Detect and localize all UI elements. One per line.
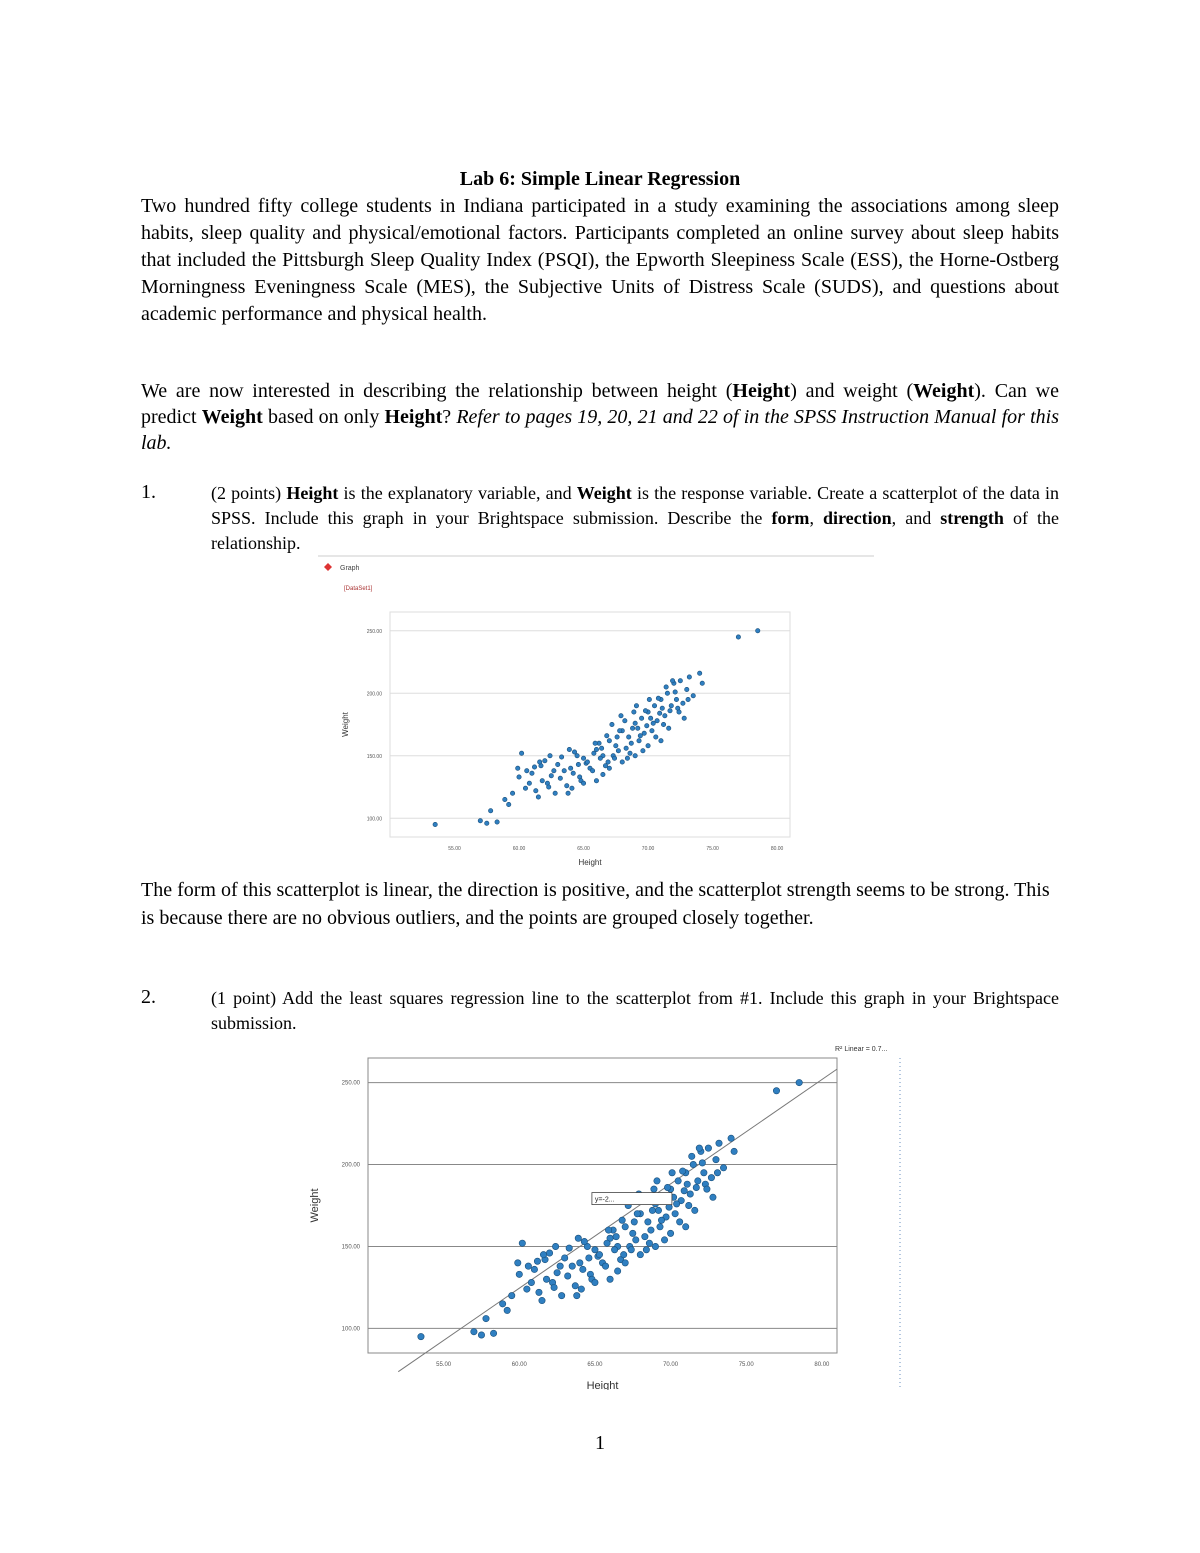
data-point: [684, 1181, 690, 1187]
data-point: [606, 760, 610, 764]
data-point: [655, 719, 659, 723]
data-point: [594, 779, 598, 783]
data-point: [660, 706, 664, 710]
data-point: [622, 1260, 628, 1266]
data-point: [642, 1233, 648, 1239]
data-point: [633, 721, 637, 725]
data-point: [670, 679, 674, 683]
data-point: [547, 785, 551, 789]
data-point: [659, 739, 663, 743]
data-point: [566, 1245, 572, 1251]
data-point: [643, 709, 647, 713]
data-point: [581, 756, 585, 760]
data-point: [637, 739, 641, 743]
data-point: [629, 741, 633, 745]
data-point: [504, 1307, 510, 1313]
data-point: [708, 1174, 714, 1180]
data-point: [554, 1269, 560, 1275]
data-point: [549, 774, 553, 778]
data-point: [649, 1207, 655, 1213]
x-tick-label: 80.00: [814, 1362, 830, 1368]
data-point: [686, 697, 690, 701]
data-point: [586, 1255, 592, 1261]
data-point: [539, 1297, 545, 1303]
data-point: [728, 1135, 734, 1141]
plot-area: [368, 1058, 837, 1353]
data-point: [654, 735, 658, 739]
data-point: [691, 694, 695, 698]
data-point: [636, 726, 640, 730]
data-point: [665, 691, 669, 695]
data-point: [654, 1178, 660, 1184]
data-point: [683, 1224, 689, 1230]
data-point: [537, 760, 541, 764]
data-point: [637, 1251, 643, 1257]
x-tick-label: 70.00: [641, 846, 655, 852]
data-point: [507, 802, 511, 806]
data-point: [645, 724, 649, 728]
data-point: [651, 1186, 657, 1192]
data-point: [658, 1217, 664, 1223]
data-point: [540, 1251, 546, 1257]
data-point: [668, 709, 672, 713]
data-point: [648, 1227, 654, 1233]
page-number: 1: [595, 1432, 605, 1454]
data-point: [667, 726, 671, 730]
graph-output-label: Graph: [340, 565, 360, 572]
data-point: [483, 1315, 489, 1321]
data-point: [614, 744, 618, 748]
data-point: [685, 687, 689, 691]
data-point: [581, 781, 585, 785]
data-point: [607, 739, 611, 743]
data-point: [627, 735, 631, 739]
data-point: [524, 1286, 530, 1292]
data-point: [632, 710, 636, 714]
data-point: [551, 1284, 557, 1290]
answer-1: The form of this scatterplot is linear, the direction is positive, and the scatterplot strength seems to be strong. This is because there are no obvious outliers, and the points are grouped closely together.: [141, 879, 1050, 929]
data-point: [515, 1260, 521, 1266]
data-point: [471, 1328, 477, 1334]
plot-area: [390, 612, 790, 837]
data-point: [585, 760, 589, 764]
x-tick-label: 80.00: [770, 846, 784, 852]
data-point: [696, 1145, 702, 1151]
data-point: [592, 1279, 598, 1285]
data-point: [540, 779, 544, 783]
q2-number: 2.: [141, 986, 156, 1008]
data-point: [566, 791, 570, 795]
data-point: [578, 1286, 584, 1292]
data-point: [546, 1250, 552, 1256]
data-point: [639, 716, 643, 720]
data-point: [720, 1165, 726, 1171]
data-point: [561, 1255, 567, 1261]
data-point: [510, 791, 514, 795]
data-point: [525, 769, 529, 773]
data-point: [697, 671, 701, 675]
x-tick-label: 65.00: [587, 1362, 603, 1368]
data-point: [681, 701, 685, 705]
y-tick-label: 100.00: [341, 1326, 360, 1333]
data-point: [503, 797, 507, 801]
data-point: [676, 1219, 682, 1225]
data-point: [645, 1219, 651, 1225]
data-point: [628, 1247, 634, 1253]
doc-title: Lab 6: Simple Linear Regression: [459, 168, 741, 190]
x-tick-label: 75.00: [738, 1362, 754, 1368]
data-point: [559, 755, 563, 759]
legend-r2-linear: R² Linear = 0.7...: [835, 1046, 888, 1053]
data-point: [478, 819, 482, 823]
data-point: [796, 1079, 802, 1085]
data-point: [495, 820, 499, 824]
x-tick-label: 75.00: [706, 846, 719, 852]
data-point: [612, 756, 616, 760]
data-point: [488, 809, 492, 813]
y-tick-label: 150.00: [366, 753, 382, 760]
data-point: [634, 1210, 640, 1216]
data-point: [661, 722, 665, 726]
data-point: [756, 629, 760, 633]
data-point: [705, 1145, 711, 1151]
equation-label: y=-2...: [594, 1196, 615, 1204]
question-intro-paragraph: We are now interested in describing the relationship between height (Height) and weight (Weight). Can we predict Weight based on only Height? Refer to pages 19, 20, 21 and 22 of in the SPSS Instruction Manual for this lab.: [141, 380, 1060, 454]
data-point: [602, 1263, 608, 1269]
data-point: [605, 734, 609, 738]
data-point: [615, 735, 619, 739]
data-point: [695, 1178, 701, 1184]
data-point: [593, 741, 597, 745]
data-point: [558, 776, 562, 780]
x-tick-label: 70.00: [663, 1362, 679, 1368]
data-point: [543, 759, 547, 763]
data-point: [519, 751, 523, 755]
data-point: [499, 1301, 505, 1307]
data-point: [596, 1251, 602, 1257]
data-point: [641, 749, 645, 753]
data-point: [565, 1273, 571, 1279]
data-point: [631, 1219, 637, 1225]
x-axis-title: Height: [586, 1380, 619, 1390]
data-point: [576, 762, 580, 766]
data-point: [577, 1260, 583, 1266]
data-point: [672, 1210, 678, 1216]
data-point: [678, 679, 682, 683]
data-point: [667, 1230, 673, 1236]
data-point: [598, 756, 602, 760]
data-point: [731, 1148, 737, 1154]
data-point: [516, 766, 520, 770]
data-point: [517, 775, 521, 779]
data-point: [569, 1263, 575, 1269]
data-point: [519, 1240, 525, 1246]
q1-text: (2 points) Height is the explanatory variable, and Weight is the response variable. Create a scatterplot of the data in SPSS. Include this graph in your Brightspace submission. Describe the form, direction, and strength of the relationship.: [211, 483, 1060, 553]
x-tick-label: 65.00: [577, 846, 590, 852]
data-point: [527, 781, 531, 785]
regression-scatterplot-chart: [285, 1038, 910, 1390]
data-point: [625, 756, 629, 760]
data-point: [580, 1266, 586, 1272]
data-point: [700, 681, 704, 685]
data-point: [534, 789, 538, 793]
data-point: [525, 1263, 531, 1269]
data-point: [610, 722, 614, 726]
data-point: [623, 719, 627, 723]
data-point: [634, 704, 638, 708]
data-point: [601, 772, 605, 776]
data-point: [648, 716, 652, 720]
data-point: [557, 1263, 563, 1269]
data-point: [418, 1333, 424, 1339]
data-point: [630, 726, 634, 730]
data-point: [543, 1276, 549, 1282]
data-point: [556, 762, 560, 766]
x-tick-label: 60.00: [511, 1362, 527, 1368]
data-point: [657, 711, 661, 715]
data-point: [528, 1279, 534, 1285]
data-point: [534, 1258, 540, 1264]
data-point: [675, 1178, 681, 1184]
data-point: [677, 710, 681, 714]
data-point: [478, 1332, 484, 1338]
data-point: [581, 1238, 587, 1244]
data-point: [661, 1237, 667, 1243]
data-point: [663, 714, 667, 718]
data-point: [617, 729, 621, 733]
data-point: [652, 704, 656, 708]
data-point: [693, 1184, 699, 1190]
data-point: [611, 1247, 617, 1253]
data-point: [553, 791, 557, 795]
y-tick-label: 100.00: [366, 816, 382, 823]
data-point: [664, 685, 668, 689]
data-point: [565, 784, 569, 788]
scatterplot-chart: [318, 555, 878, 870]
data-point: [516, 1271, 522, 1277]
data-point: [599, 746, 603, 750]
data-point: [571, 771, 575, 775]
data-point: [673, 690, 677, 694]
data-point: [704, 1186, 710, 1192]
data-point: [592, 751, 596, 755]
data-point: [651, 721, 655, 725]
data-point: [655, 1207, 661, 1213]
data-point: [642, 731, 646, 735]
data-point: [669, 704, 673, 708]
data-point: [552, 769, 556, 773]
data-point: [572, 750, 576, 754]
data-point: [536, 795, 540, 799]
data-point: [523, 786, 527, 790]
y-axis-title: Weight: [309, 1188, 321, 1223]
data-point: [607, 1276, 613, 1282]
graph-output-icon: [324, 563, 332, 571]
data-point: [619, 1217, 625, 1223]
data-point: [657, 1224, 663, 1230]
data-point: [656, 696, 660, 700]
data-point: [646, 1240, 652, 1246]
x-tick-label: 60.00: [512, 846, 526, 852]
x-axis-title: Height: [578, 858, 602, 867]
data-point: [607, 766, 611, 770]
x-tick-label: 55.00: [448, 846, 461, 852]
y-axis-title: Weight: [341, 712, 350, 737]
data-point: [652, 1243, 658, 1249]
data-point: [624, 746, 628, 750]
data-point: [530, 771, 534, 775]
data-point: [616, 749, 620, 753]
x-tick-label: 55.00: [436, 1362, 452, 1368]
data-point: [673, 1201, 679, 1207]
data-point: [619, 714, 623, 718]
data-point: [633, 754, 637, 758]
data-point: [490, 1330, 496, 1336]
data-point: [558, 1292, 564, 1298]
data-point: [674, 697, 678, 701]
data-point: [686, 1202, 692, 1208]
data-point: [532, 765, 536, 769]
data-point: [669, 1170, 675, 1176]
y-tick-label: 200.00: [341, 1162, 360, 1169]
data-point: [682, 716, 686, 720]
data-point: [687, 675, 691, 679]
data-point: [773, 1088, 779, 1094]
data-point: [592, 1247, 598, 1253]
y-tick-label: 150.00: [341, 1244, 360, 1251]
data-point: [620, 760, 624, 764]
data-point: [552, 1243, 558, 1249]
data-point: [643, 1247, 649, 1253]
data-point: [628, 751, 632, 755]
y-tick-label: 250.00: [366, 628, 382, 635]
data-point: [716, 1140, 722, 1146]
data-point: [562, 769, 566, 773]
q1-number: 1.: [141, 481, 156, 503]
data-point: [630, 1230, 636, 1236]
y-tick-label: 250.00: [341, 1080, 360, 1087]
data-point: [679, 1168, 685, 1174]
data-point: [536, 1289, 542, 1295]
data-point: [614, 1268, 620, 1274]
data-point: [433, 822, 437, 826]
data-point: [604, 1240, 610, 1246]
data-point: [650, 729, 654, 733]
data-point: [633, 1237, 639, 1243]
data-point: [531, 1266, 537, 1272]
data-point: [638, 734, 642, 738]
data-point: [646, 744, 650, 748]
data-point: [568, 766, 572, 770]
data-point: [570, 786, 574, 790]
data-point: [714, 1170, 720, 1176]
data-point: [687, 1191, 693, 1197]
data-point: [699, 1160, 705, 1166]
data-point: [692, 1207, 698, 1213]
data-point: [590, 769, 594, 773]
intro-paragraph: Two hundred fifty college students in Indiana participated in a study examining the associations among sleep habits, sleep quality and physical/emotional factors. Participants completed an online survey about sleep habits that included the Pittsburgh Sleep Quality Index (PSQI), the Epworth Sleepiness Scale (ESS), the Horne-Ostberg Morningness Eveningness Scale (MES), the Subjective Units of Distress Scale (SUDS), and questions about academic performance and physical health.: [141, 195, 1059, 325]
data-point: [605, 1227, 611, 1233]
data-point: [572, 1283, 578, 1289]
data-point: [509, 1292, 515, 1298]
data-point: [713, 1156, 719, 1162]
data-point: [701, 1170, 707, 1176]
data-point: [622, 1224, 628, 1230]
data-point: [575, 1235, 581, 1241]
data-point: [485, 821, 489, 825]
q2-text: (1 point) Add the least squares regression line to the scatterplot from #1. Include this graph in your Brightspace submission.: [211, 988, 1059, 1033]
data-point: [690, 1161, 696, 1167]
data-point: [681, 1188, 687, 1194]
data-point: [613, 1233, 619, 1239]
data-point: [664, 1184, 670, 1190]
dataset-label: [DataSet1]: [344, 586, 373, 592]
data-point: [689, 1153, 695, 1159]
y-tick-label: 200.00: [366, 691, 382, 698]
data-point: [548, 754, 552, 758]
data-point: [567, 747, 571, 751]
data-point: [710, 1194, 716, 1200]
data-point: [574, 1292, 580, 1298]
data-point: [647, 697, 651, 701]
data-point: [736, 635, 740, 639]
data-point: [620, 1251, 626, 1257]
